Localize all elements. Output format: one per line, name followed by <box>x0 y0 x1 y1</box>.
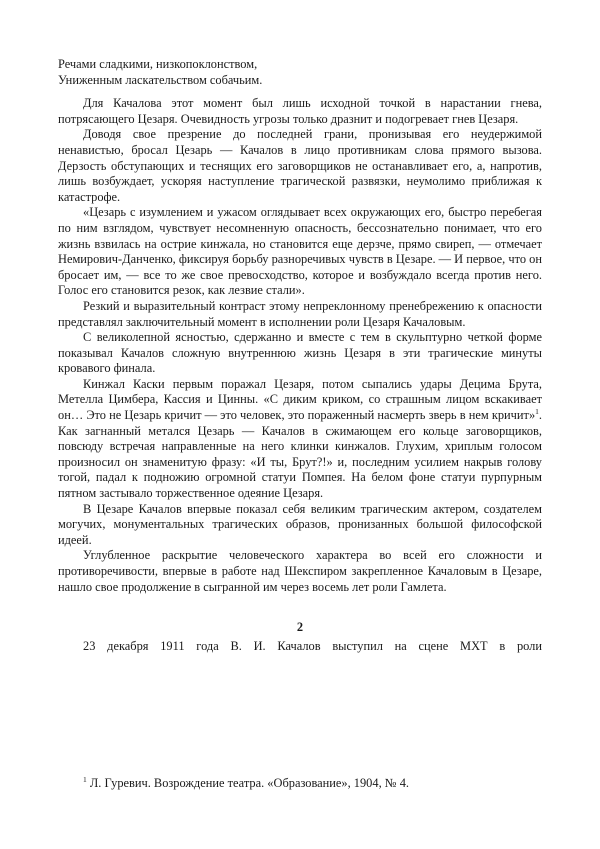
paragraph: «Цезарь с изумлением и ужасом оглядывает всех окружающих его, быстро перебегая по ним взглядом, чувствует несомненную опасность, бессознательно понимает, что его жизнь взвилась на острие кинжала, но становится еще дерзче, прямо свиреп, — отмечает Немирович-Данченко, фиксируя борьбу разноречивых чувств в Цезаре. — И первое, что он бросает им, — все то же свое превосходство, которое и возбуждало всегда против него. Голос его становится резок, как лезвие стали». <box>58 205 542 298</box>
verse-line: Униженным ласкательством собачьим. <box>58 72 263 87</box>
paragraph: Резкий и выразительный контраст этому непреклонному пренебрежению к опасности представлял заключительный момент в исполнении роли Цезаря Качаловым. <box>58 298 542 329</box>
verse-quote <box>58 57 542 88</box>
footnote-text: Л. Гуревич. Возрождение театра. «Образование», 1904, № 4. <box>86 776 409 790</box>
footnote-reference[interactable]: 1 <box>535 407 539 417</box>
main-text <box>58 57 542 654</box>
footnote <box>83 776 543 791</box>
paragraph: Доводя свое презрение до последней грани, пронизывая его неудержимой ненавистью, бросал Цезарь — Качалов в лицо противникам слова прямого вызова. Дерзость обступающих и теснящих его заговорщиков не останавливает его, а, напротив, лишь возбуждает, ускоряя наступление трагической развязки, неумолимо приближая к катастрофе. <box>58 127 542 204</box>
footnote-mark: 1 <box>83 775 87 784</box>
paragraph: С великолепной ясностью, сдержанно и вместе с тем в скульптурно четкой форме показывал Качалов сложную внутреннюю жизнь Цезаря в эти трагические минуты кровавого финала. <box>58 330 542 376</box>
paragraph-text: . Как загнанный метался Цезарь — Качалов в сжимающем его кольце заговорщиков, повсюду встречая направленные на него клинки кинжалов. Глухим, хриплым голосом произносил он знаменитую фразу: «И ты, Брут?!» и, последним усилием накрыв голову тогой, падал к подножию огромной статуи Помпея. На белом фоне статуи пурпурным пятном застывало торжественное одеяние Цезаря. <box>58 408 542 501</box>
section-number: 2 <box>296 620 304 635</box>
section-first-line: 23 декабря 1911 года В. И. Качалов выступил на сцене МХТ в роли <box>83 638 542 653</box>
paragraph-text: Кинжал Каски первым поражал Цезаря, потом сыпались удары Децима Брута, Метелла Цимбера, Кассия и Цинны. «С диким криком, со страшным лицом вскакивает он… Это не Цезарь кричит — это человек, это пораженный насмерть зверь в нем кричит» <box>58 376 542 423</box>
verse-line: Речами сладкими, низкопоклонством, <box>58 57 258 71</box>
paragraph: Углубленное раскрытие человеческого характера во всей его сложности и противоречивости, впервые в работе над Шекспиром закрепленное Качаловым в Цезаре, нашло свое продолжение в сыгранной им через восемь лет роли Гамлета. <box>58 548 542 594</box>
paragraph: В Цезаре Качалов впервые показал себя великим трагическим актером, создателем могучих, монументальных трагических образов, пронизанных большой философской идеей. <box>58 501 542 547</box>
paragraph-with-footnote <box>58 377 542 502</box>
paragraph: Для Качалова этот момент был лишь исходной точкой в нарастании гнева, потрясающего Цезаря. Очевидность угрозы только дразнит и подогревает гнев Цезаря. <box>58 96 542 126</box>
